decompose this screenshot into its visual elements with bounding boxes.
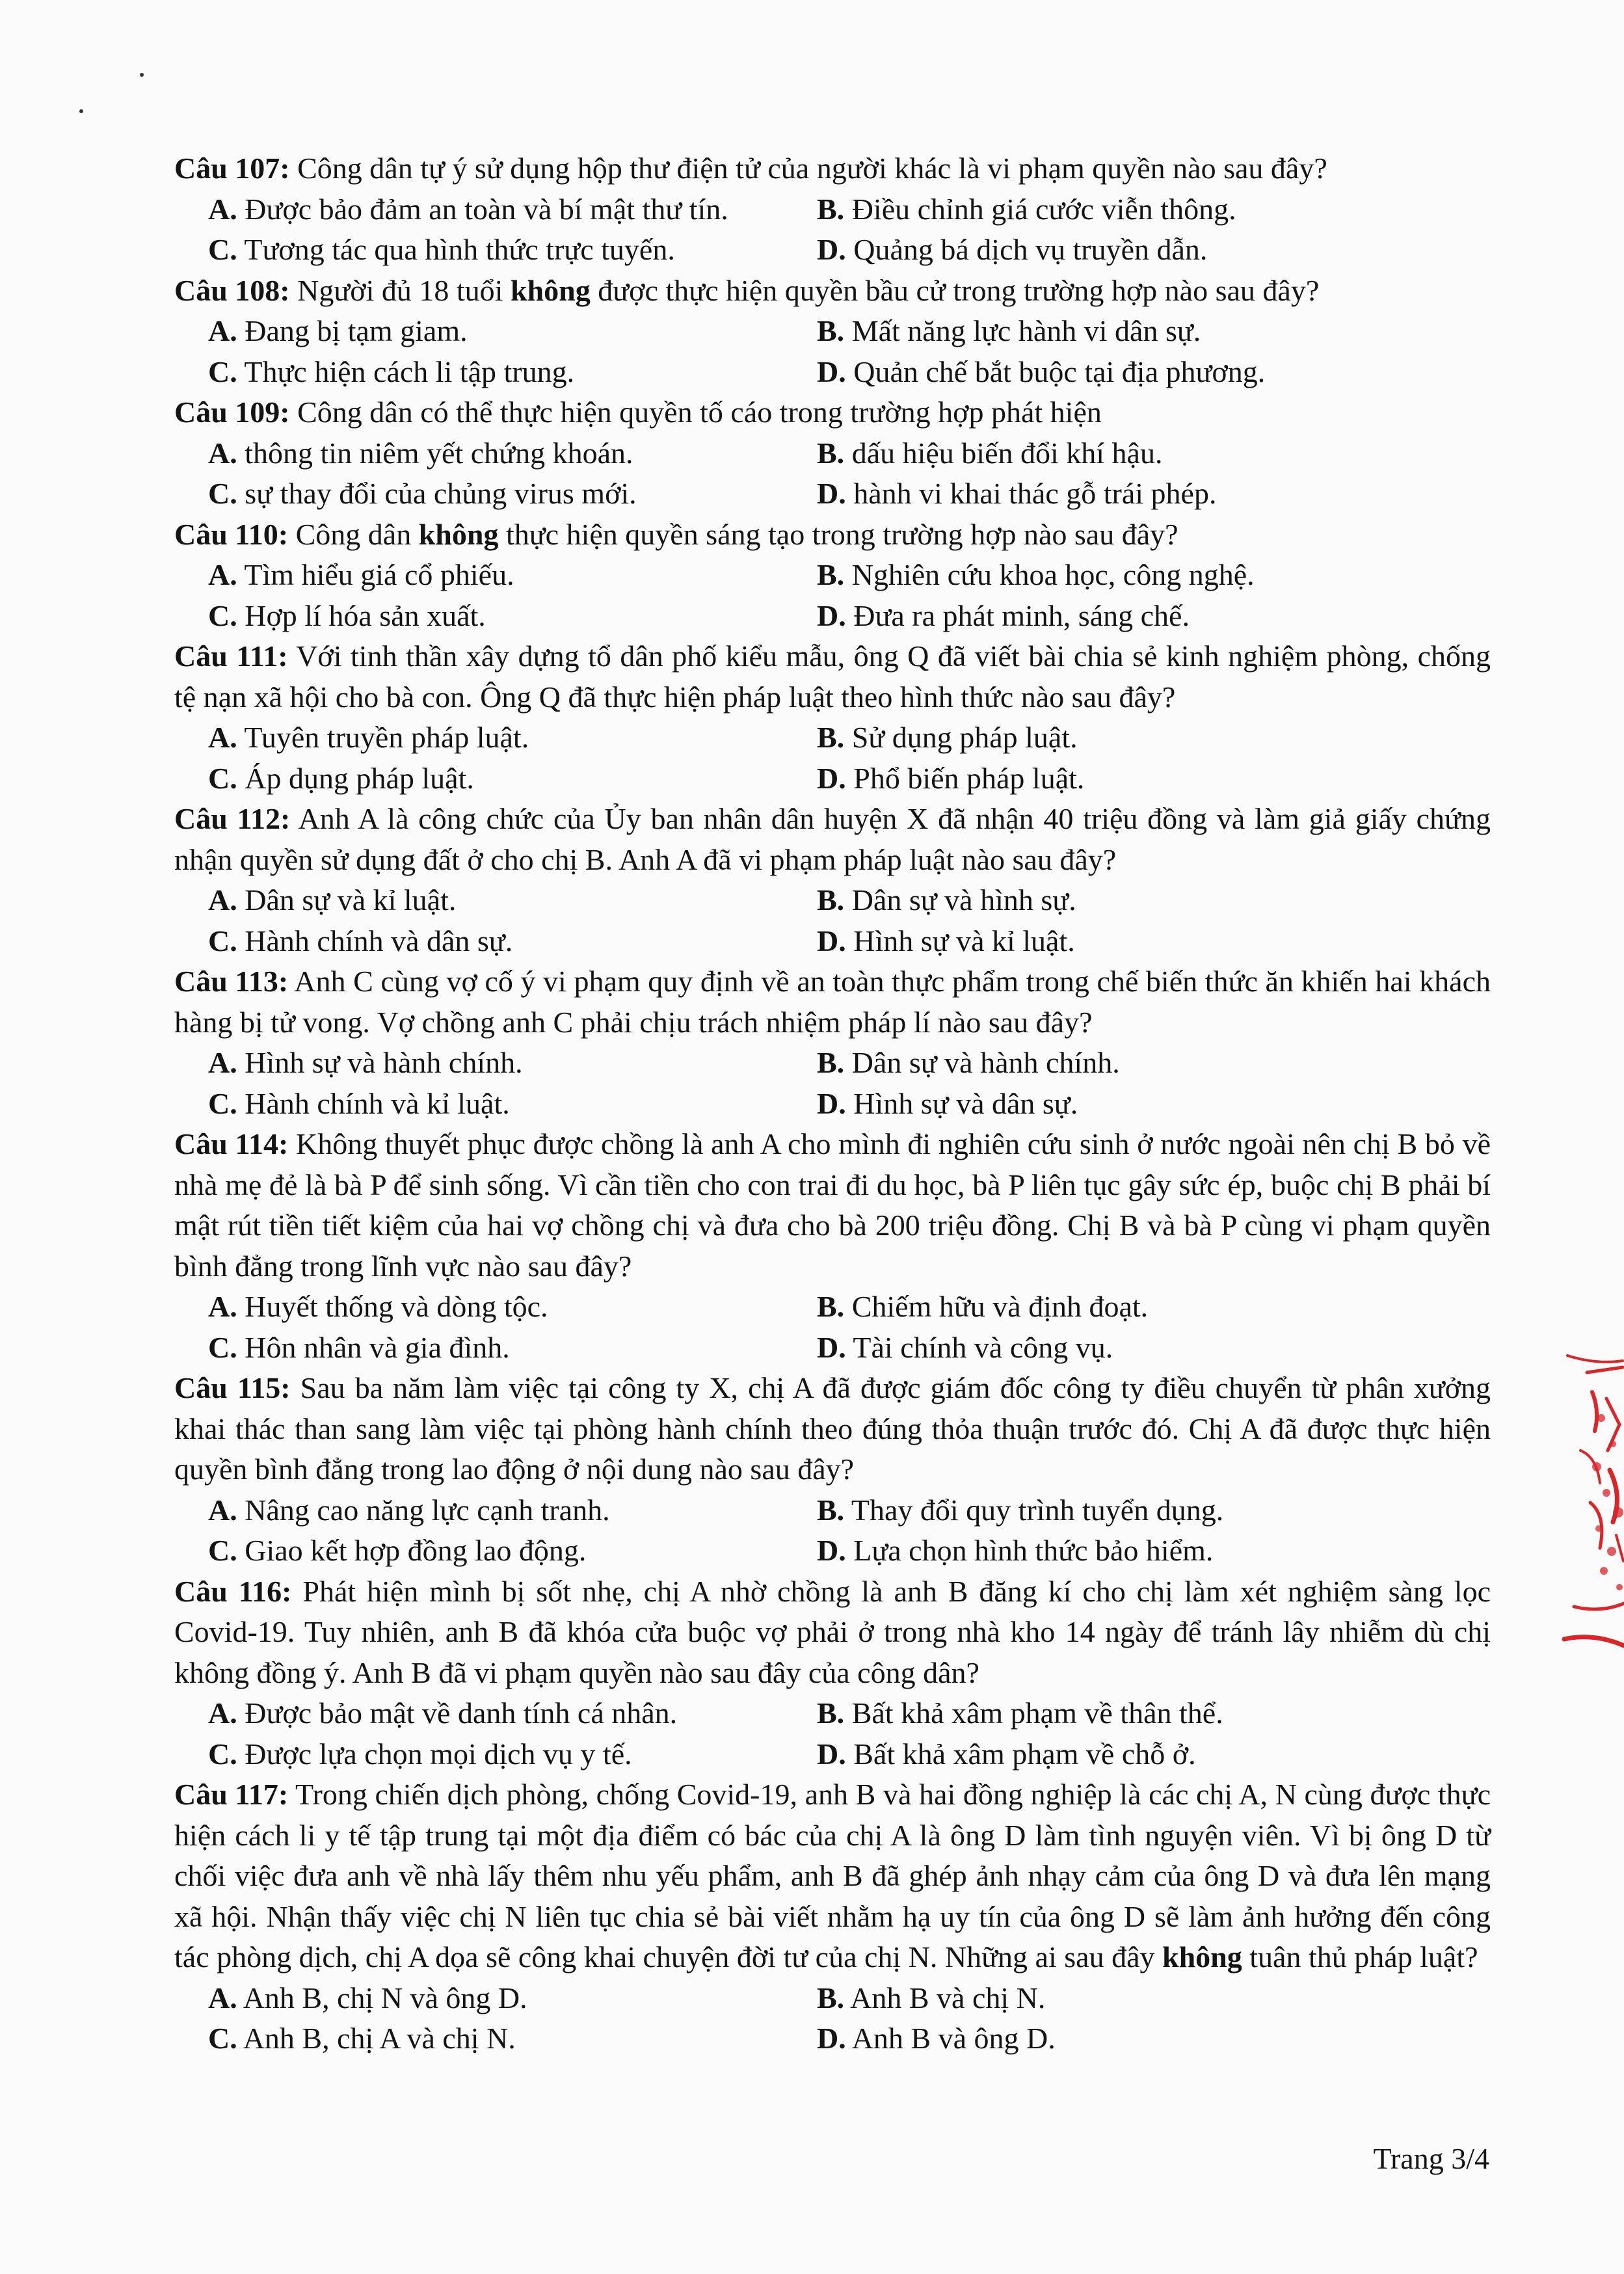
option-text: Bất khả xâm phạm về chỗ ở. [845, 1737, 1196, 1771]
option-text: Điều chỉnh giá cước viễn thông. [844, 192, 1236, 226]
option-text: Hành chính và dân sự. [237, 924, 513, 957]
answer-option [817, 1287, 1467, 1328]
answer-option [817, 311, 1467, 352]
question-block [174, 961, 1491, 1124]
question-stem [174, 148, 1491, 189]
option-text: Mất năng lực hành vi dân sự. [844, 314, 1201, 347]
option-text: Anh B, chị A và chị N. [237, 2022, 516, 2055]
answer-option [208, 596, 817, 637]
answer-option [208, 921, 817, 962]
answer-option [817, 1978, 1467, 2019]
answer-option [208, 474, 817, 515]
page-number: Trang 3/4 [1373, 2142, 1489, 2175]
question-stem [174, 1368, 1491, 1490]
option-letter: D. [817, 924, 846, 957]
option-letter: B. [817, 1696, 845, 1730]
answer-option [208, 1043, 817, 1084]
option-text: Được bảo mật về danh tính cá nhân. [237, 1696, 678, 1730]
question-stem [174, 515, 1491, 555]
question-number: Câu 113: [174, 965, 289, 998]
option-letter: C. [208, 477, 237, 510]
question-stem [174, 961, 1491, 1043]
answer-option [817, 1084, 1467, 1125]
option-text: Tài chính và công vụ. [845, 1330, 1113, 1364]
option-text: Phổ biến pháp luật. [845, 761, 1085, 795]
stem-text: Anh A là công chức của Ủy ban nhân dân huyện X đã nhận 40 triệu đồng và làm giả giấy chứng nhận quyền sử dụng đất ở cho chị B. Anh A đã vi phạm pháp luật nào sau đây? [174, 802, 1491, 876]
option-text: Hình sự và hành chính. [237, 1046, 523, 1079]
emphasis-text: không [1162, 1940, 1242, 1973]
answer-option [817, 433, 1467, 474]
answer-options [174, 433, 1491, 515]
option-letter: C. [208, 1534, 237, 1567]
option-letter: A. [208, 436, 237, 470]
option-text: Hình sự và dân sự. [845, 1086, 1078, 1120]
option-text: Giao kết hợp đồng lao động. [237, 1534, 587, 1567]
option-letter: D. [817, 1737, 846, 1771]
question-block [174, 1124, 1491, 1368]
question-number: Câu 112: [174, 802, 291, 835]
answer-option [208, 1287, 817, 1328]
question-number: Câu 107: [174, 152, 290, 185]
answer-options [174, 1978, 1491, 2059]
option-letter: C. [208, 2022, 237, 2055]
option-text: thông tin niêm yết chứng khoán. [237, 436, 633, 470]
answer-option [817, 758, 1467, 799]
answer-option [817, 1531, 1467, 1572]
option-text: Lựa chọn hình thức bảo hiểm. [845, 1534, 1214, 1567]
option-letter: C. [208, 1086, 237, 1120]
question-stem [174, 1572, 1491, 1694]
answer-options [174, 1043, 1491, 1124]
option-letter: C. [208, 598, 237, 632]
answer-option [208, 758, 817, 799]
answer-option [208, 555, 817, 596]
option-text: Đưa ra phát minh, sáng chế. [845, 598, 1190, 632]
answer-options [174, 189, 1491, 271]
answer-options [174, 1287, 1491, 1368]
answer-option [208, 717, 817, 758]
answer-option [817, 596, 1467, 637]
option-letter: B. [817, 883, 845, 916]
option-letter: A. [208, 1046, 237, 1079]
option-text: Tuyên truyền pháp luật. [237, 721, 529, 754]
answer-option [817, 230, 1467, 271]
stem-text: Công dân [288, 517, 419, 551]
answer-option [817, 717, 1467, 758]
option-text: Hôn nhân và gia đình. [237, 1330, 510, 1364]
question-stem [174, 392, 1491, 433]
option-letter: B. [817, 1493, 845, 1527]
answer-option [208, 1084, 817, 1125]
question-block [174, 1368, 1491, 1572]
answer-options [174, 880, 1491, 961]
option-letter: C. [208, 1330, 237, 1364]
answer-option [817, 189, 1467, 230]
option-letter: B. [817, 558, 845, 591]
answer-option [208, 230, 817, 271]
question-number: Câu 111: [174, 639, 288, 673]
answer-option [208, 1693, 817, 1734]
answer-options [174, 717, 1491, 799]
answer-option [208, 433, 817, 474]
option-text: Được bảo đảm an toàn và bí mật thư tín. [237, 192, 728, 226]
option-text: Chiếm hữu và định đoạt. [844, 1290, 1149, 1323]
question-stem [174, 271, 1491, 312]
answer-option [208, 311, 817, 352]
option-letter: D. [817, 354, 846, 388]
option-text: Bất khả xâm phạm về thân thể. [844, 1696, 1223, 1730]
option-text: Huyết thống và dòng tộc. [237, 1290, 548, 1323]
option-text: Tương tác qua hình thức trực tuyến. [237, 233, 675, 266]
option-letter: B. [817, 192, 845, 226]
stem-text: Người đủ 18 tuổi [289, 273, 511, 307]
question-block [174, 515, 1491, 637]
question-stem [174, 636, 1491, 717]
answer-option [817, 474, 1467, 515]
answer-option [817, 1328, 1467, 1369]
option-letter: C. [208, 1737, 237, 1771]
stem-text: Trong chiến dịch phòng, chống Covid-19, anh B và hai đồng nghiệp là các chị A, N cùng được thực hiện cách li y tế tập trung tại một địa điểm có bác của chị A là ông D làm tình nguyện viên. Vì bị ông D từ chối việc đưa anh về nhà lấy thêm nhu yếu phẩm, anh B đã ghép ảnh nhạy cảm của ông D và đưa lên mạng xã hội. Nhận thấy việc chị N liên tục chia sẻ bài viết nhằm hạ uy tín của ông D sẽ làm ảnh hưởng đến công tác phòng dịch, chị A dọa sẽ công khai chuyện đời tư của chị N. Những ai sau đây [174, 1778, 1491, 1973]
option-letter: A. [208, 1493, 237, 1527]
option-text: hành vi khai thác gỗ trái phép. [845, 477, 1217, 510]
option-text: Nghiên cứu khoa học, công nghệ. [844, 558, 1255, 591]
scan-speck [79, 109, 83, 113]
option-letter: B. [817, 1046, 845, 1079]
option-text: Được lựa chọn mọi dịch vụ y tế. [237, 1737, 632, 1771]
emphasis-text: không [510, 273, 591, 307]
option-letter: D. [817, 1534, 846, 1567]
option-text: Tìm hiểu giá cổ phiếu. [237, 558, 514, 591]
option-letter: B. [817, 1290, 845, 1323]
option-letter: D. [817, 1086, 846, 1120]
option-letter: D. [817, 477, 846, 510]
question-block [174, 799, 1491, 961]
question-block [174, 1572, 1491, 1775]
option-text: Thay đổi quy trình tuyển dụng. [844, 1493, 1224, 1527]
stem-text: Công dân tự ý sử dụng hộp thư điện tử của người khác là vi phạm quyền nào sau đây? [289, 152, 1327, 185]
option-text: Dân sự và kỉ luật. [237, 883, 457, 916]
option-letter: D. [817, 2022, 846, 2055]
option-letter: A. [208, 558, 237, 591]
stem-text: Anh C cùng vợ cố ý vi phạm quy định về an toàn thực phẩm trong chế biến thức ăn khiến hai khách hàng bị tử vong. Vợ chồng anh C phải chịu trách nhiệm pháp lí nào sau đây? [174, 965, 1491, 1039]
option-text: dấu hiệu biến đổi khí hậu. [844, 436, 1163, 470]
option-letter: C. [208, 354, 237, 388]
answer-option [817, 921, 1467, 962]
question-number: Câu 108: [174, 273, 290, 307]
question-stem [174, 799, 1491, 880]
question-number: Câu 110: [174, 517, 289, 551]
answer-options [174, 555, 1491, 636]
stem-text: Công dân có thể thực hiện quyền tố cáo trong trường hợp phát hiện [289, 395, 1102, 429]
answer-option [208, 2018, 817, 2059]
answer-option [208, 1490, 817, 1531]
answer-option [208, 189, 817, 230]
option-text: Nâng cao năng lực cạnh tranh. [237, 1493, 610, 1527]
option-text: Áp dụng pháp luật. [237, 761, 474, 795]
option-text: Hợp lí hóa sản xuất. [237, 598, 486, 632]
option-text: Hình sự và kỉ luật. [845, 924, 1075, 957]
option-text: Thực hiện cách li tập trung. [237, 354, 575, 388]
answer-option [208, 880, 817, 921]
option-letter: C. [208, 761, 237, 795]
scan-speck [140, 73, 144, 77]
option-letter: D. [817, 1330, 846, 1364]
option-letter: A. [208, 1696, 237, 1730]
option-letter: C. [208, 924, 237, 957]
emphasis-text: không [418, 517, 499, 551]
answer-option [817, 880, 1467, 921]
question-number: Câu 117: [174, 1778, 289, 1811]
option-letter: B. [817, 721, 845, 754]
question-block [174, 636, 1491, 799]
stem-text: Sau ba năm làm việc tại công ty X, chị A đã được giám đốc công ty điều chuyển từ phân xưởng khai thác than sang làm việc tại phòng hành chính theo đúng thỏa thuận trước đó. Chị A đã được thực hiện quyền bình đẳng trong lao động ở nội dung nào sau đây? [174, 1371, 1491, 1486]
option-text: Hành chính và kỉ luật. [237, 1086, 510, 1120]
option-letter: D. [817, 761, 846, 795]
question-stem [174, 1774, 1491, 1978]
question-number: Câu 109: [174, 395, 290, 429]
exam-page [174, 148, 1491, 2059]
question-block [174, 148, 1491, 271]
red-stamp-fragment [1561, 1353, 1624, 1652]
question-number: Câu 114: [174, 1127, 289, 1160]
answer-option [817, 1043, 1467, 1084]
option-text: Dân sự và hình sự. [844, 883, 1076, 916]
answer-option [817, 1693, 1467, 1734]
option-text: Đang bị tạm giam. [237, 314, 468, 347]
answer-option [817, 352, 1467, 393]
option-text: Quảng bá dịch vụ truyền dẫn. [845, 233, 1208, 266]
stem-text: thực hiện quyền sáng tạo trong trường hợp nào sau đây? [498, 517, 1178, 551]
option-letter: A. [208, 314, 237, 347]
answer-option [208, 1531, 817, 1572]
option-letter: A. [208, 721, 237, 754]
question-stem [174, 1124, 1491, 1287]
option-letter: D. [817, 233, 846, 266]
answer-options [174, 311, 1491, 392]
answer-option [208, 1978, 817, 2019]
option-text: Anh B, chị N và ông D. [237, 1981, 527, 2014]
answer-option [208, 1328, 817, 1369]
option-letter: A. [208, 1290, 237, 1323]
question-block [174, 271, 1491, 393]
option-text: Quản chế bắt buộc tại địa phương. [845, 354, 1266, 388]
stem-text: Không thuyết phục được chồng là anh A cho mình đi nghiên cứu sinh ở nước ngoài nên chị B bỏ về nhà mẹ đẻ là bà P để sinh sống. Vì cần tiền cho con trai đi du học, bà P liên tục gây sức ép, buộc chị B phải bí mật rút tiền tiết kiệm của hai vợ chồng chị và đưa cho bà 200 triệu đồng. Chị B và bà P cùng vi phạm quyền bình đẳng trong lĩnh vực nào sau đây? [174, 1127, 1491, 1283]
option-text: Dân sự và hành chính. [844, 1046, 1120, 1079]
stem-text: Với tinh thần xây dựng tổ dân phố kiểu mẫu, ông Q đã viết bài chia sẻ kinh nghiệm phòng, chống tệ nạn xã hội cho bà con. Ông Q đã thực hiện pháp luật theo hình thức nào sau đây? [174, 639, 1491, 714]
option-letter: D. [817, 598, 846, 632]
option-text: Anh B và chị N. [844, 1981, 1046, 2014]
answer-options [174, 1490, 1491, 1572]
option-text: Sử dụng pháp luật. [844, 721, 1078, 754]
answer-option [817, 555, 1467, 596]
option-letter: A. [208, 1981, 237, 2014]
question-block [174, 1774, 1491, 2059]
answer-option [208, 1734, 817, 1775]
option-letter: B. [817, 436, 845, 470]
question-number: Câu 115: [174, 1371, 291, 1404]
answer-option [817, 2018, 1467, 2059]
answer-option [208, 352, 817, 393]
question-block [174, 392, 1491, 515]
option-letter: C. [208, 233, 237, 266]
stem-text: Phát hiện mình bị sốt nhẹ, chị A nhờ chồng là anh B đăng kí cho chị làm xét nghiệm sàng lọc Covid-19. Tuy nhiên, anh B đã khóa cửa buộc vợ phải ở trong nhà kho 14 ngày để tránh lây nhiễm dù chị không đồng ý. Anh B đã vi phạm quyền nào sau đây của công dân? [174, 1574, 1491, 1689]
answer-options [174, 1693, 1491, 1774]
option-letter: B. [817, 314, 845, 347]
answer-option [817, 1490, 1467, 1531]
option-text: Anh B và ông D. [845, 2022, 1056, 2055]
option-letter: B. [817, 1981, 845, 2014]
stem-text: được thực hiện quyền bầu cử trong trường hợp nào sau đây? [590, 273, 1320, 307]
option-text: sự thay đổi của chủng virus mới. [237, 477, 637, 510]
stem-text: tuân thủ pháp luật? [1242, 1940, 1478, 1973]
answer-option [817, 1734, 1467, 1775]
option-letter: A. [208, 883, 237, 916]
question-number: Câu 116: [174, 1574, 292, 1608]
option-letter: A. [208, 192, 237, 226]
